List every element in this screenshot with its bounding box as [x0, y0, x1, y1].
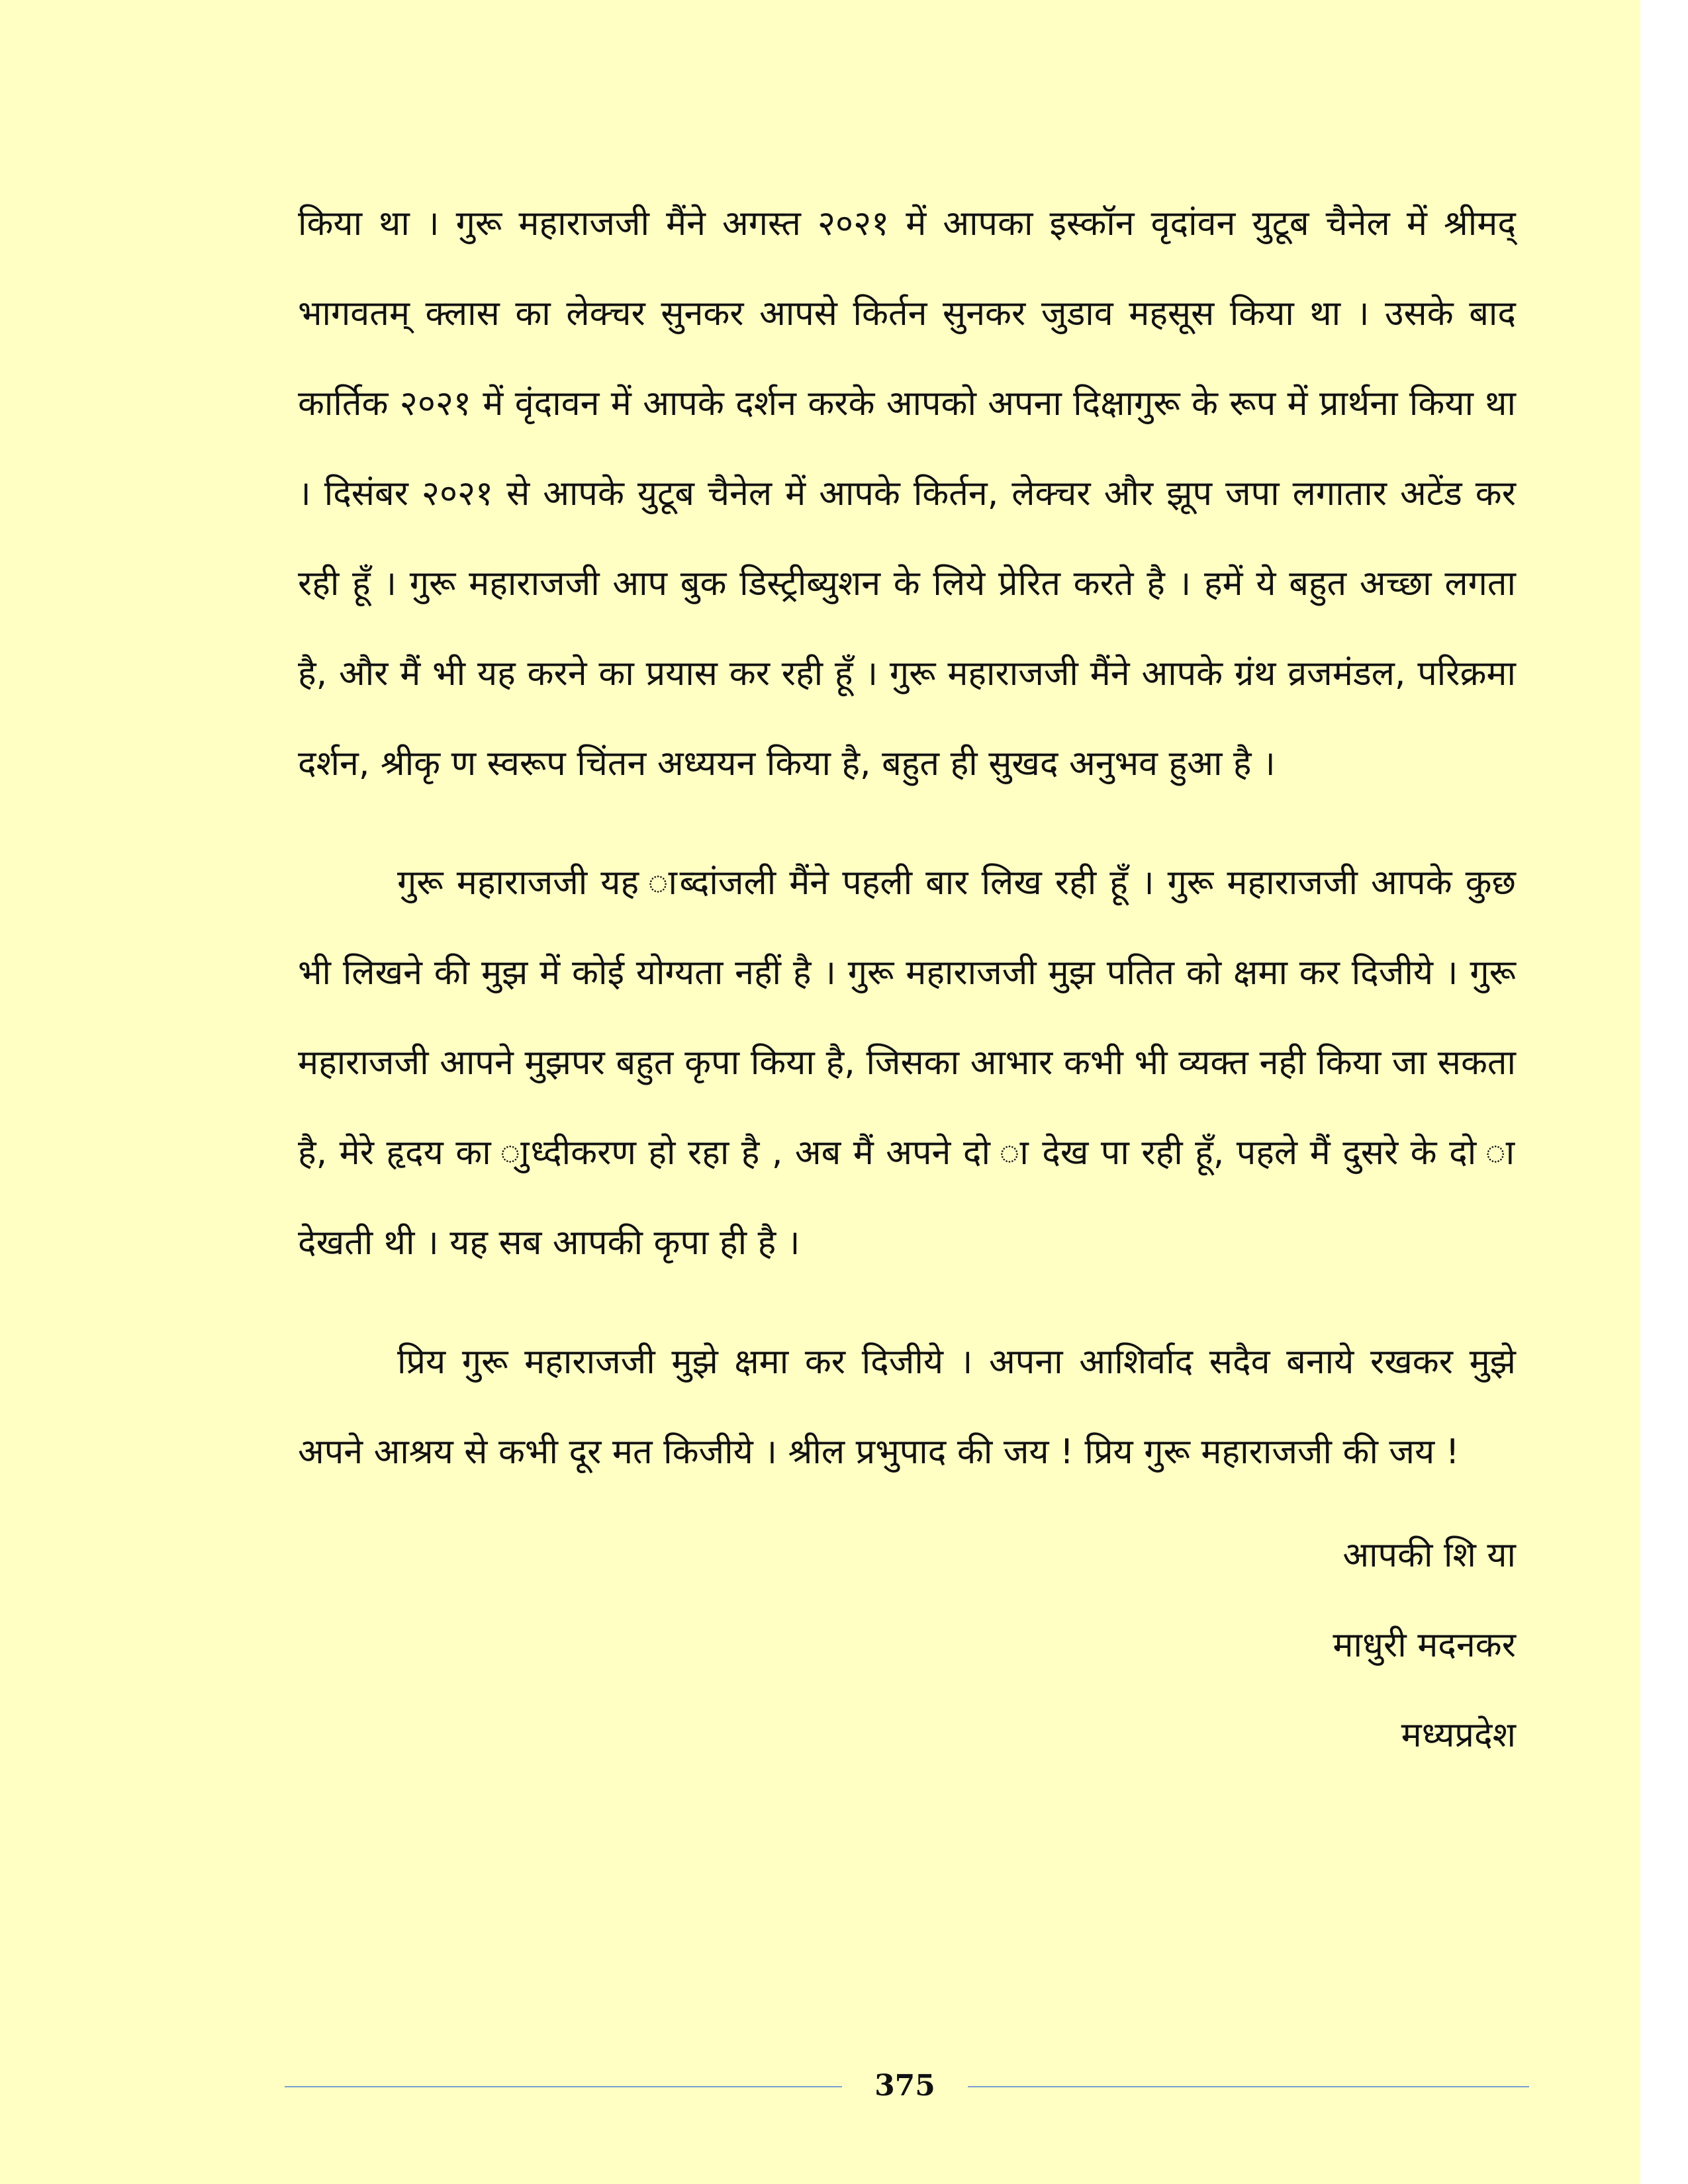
page-number: 375	[874, 2069, 935, 2103]
signature-name: माधुरी मदनकर	[1333, 1625, 1516, 1665]
paragraph-3: प्रिय गुरू महाराजजी मुझे क्षमा कर दिजीये । अपना आशिर्वाद सदैव बनाये रखकर मुझे अपने आश्रय से कभी दूर मत किजीये । श्रील प्रभुपाद की जय ! प्रिय गुरू महाराजजी की जय !	[298, 1342, 1516, 1472]
paragraph-2: गुरू महाराजजी यह ाब्दांजली मैंने पहली बार लिख रही हूँ । गुरू महाराजजी आपके कुछ भी लिखने की मुझ में कोई योग्यता नहीं है । गुरू महाराजजी मुझ पतित को क्षमा कर दिजीये । गुरू महाराजजी आपने मुझपर बहुत कृपा किया है, जिसका आभार कभी भी व्यक्त नही किया जा सकता है, मेरे हृदय का ाुध्दीकरण हो रहा है , अब मैं अपने दो ा देख पा रही हूँ, पहले मैं दुसरे के दो ा देखती थी । यह सब आपकी कृपा ही है ।	[298, 863, 1516, 1263]
letter-body	[298, 179, 1516, 1780]
footer-rule-left	[285, 2086, 842, 2087]
signature-block	[298, 1510, 1516, 1780]
signature-closing: आपकी शि या	[1342, 1535, 1516, 1575]
signature-location: मध्यप्रदेश	[1401, 1715, 1516, 1755]
footer-rule-right	[968, 2086, 1529, 2087]
paragraph-1: किया था । गुरू महाराजजी मैंने अगस्त २०२१ में आपका इस्कॉन वृदांवन युटूब चैनेल में श्रीमद् भागवतम् क्लास का लेक्चर सुनकर आपसे किर्तन सुनकर जुडाव महसूस किया था । उसके बाद कार्तिक २०२१ में वृंदावन में आपके दर्शन करके आपको अपना दिक्षागुरू के रूप में प्रार्थना किया था । दिसंबर २०२१ से आपके युटूब चैनेल में आपके किर्तन, लेक्चर और झूप जपा लगातार अटेंड कर रही हूँ । गुरू महाराजजी आप बुक डिस्ट्रीब्युशन के लिये प्रेरित करते है । हमें ये बहुत अच्छा लगता है, और मैं भी यह करने का प्रयास कर रही हूँ । गुरू महाराजजी मैंने आपके ग्रंथ व्रजमंडल, परिक्रमा दर्शन, श्रीकृ ण स्वरूप चिंतन अध्ययन किया है, बहुत ही सुखद अनुभव हुआ है ।	[298, 204, 1516, 784]
page-footer	[285, 2065, 1529, 2105]
